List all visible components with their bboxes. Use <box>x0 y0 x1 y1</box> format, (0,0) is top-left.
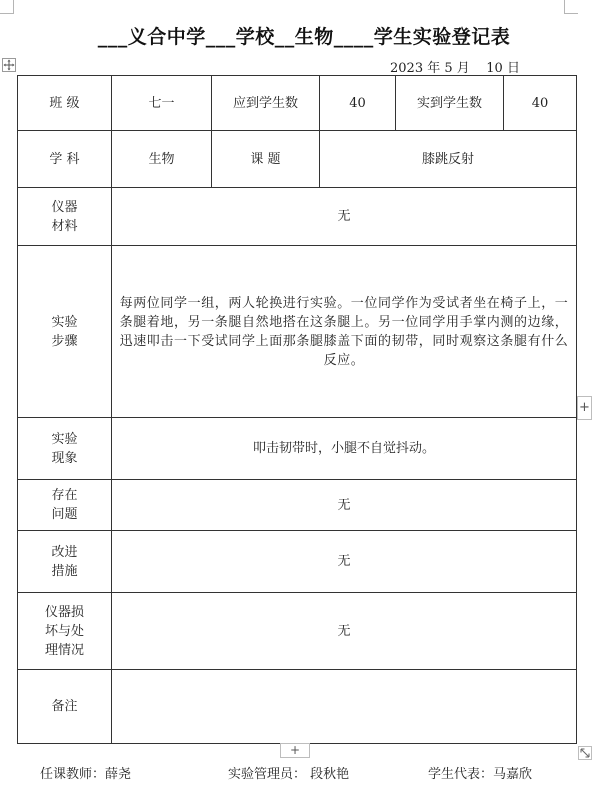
record-date: 2023 年 5 月 10 日 <box>390 61 520 76</box>
plus-icon: + <box>579 400 590 415</box>
lab-manager-signature: 实验管理员： 段秋艳 <box>228 767 350 782</box>
materials-label-line: 仪器 <box>51 199 78 215</box>
damage-label-line: 仪器损 <box>44 604 84 620</box>
table-row <box>18 188 577 246</box>
improvements-label-line: 措施 <box>51 563 78 579</box>
class-value[interactable]: 七一 <box>112 76 212 131</box>
phenomenon-label-line: 实验 <box>51 431 78 447</box>
steps-label-line: 实验 <box>51 314 78 330</box>
steps-label <box>18 246 112 418</box>
subject-label: 学 科 <box>18 131 112 188</box>
move-icon[interactable] <box>2 58 16 72</box>
table-row <box>18 418 577 480</box>
damage-label <box>18 593 112 670</box>
student-representative-signature: 学生代表：马嘉欣 <box>428 767 533 782</box>
add-column-button[interactable] <box>577 396 592 420</box>
improvements-value[interactable]: 无 <box>112 531 577 593</box>
damage-label-line: 理情况 <box>44 642 84 658</box>
table-row <box>18 131 577 188</box>
add-row-button[interactable] <box>280 743 310 758</box>
problems-label-line: 存在 <box>51 488 78 503</box>
expected-students-value[interactable]: 40 <box>320 76 396 131</box>
steps-value[interactable]: 每两位同学一组，两人轮换进行实验。一位同学作为受试者坐在椅子上，一条腿着地，另一条腿自然地搭在这条腿上。另一位同学用手掌内测的边缘，迅速叩击一下受试同学上面那条腿膝盖下面的韧带，同时观察这条腿有什么反应。 <box>112 246 577 418</box>
improvements-label-line: 改进 <box>51 544 78 560</box>
phenomenon-label <box>18 418 112 480</box>
improvements-label <box>18 531 112 593</box>
table-row <box>18 480 577 531</box>
actual-students-label: 实到学生数 <box>396 76 504 131</box>
remarks-value[interactable] <box>112 670 577 744</box>
table-row <box>18 76 577 131</box>
table-row <box>18 246 577 418</box>
table-row <box>18 593 577 670</box>
remarks-label: 备注 <box>18 670 112 744</box>
phenomenon-label-line: 现象 <box>51 450 78 466</box>
damage-label-line: 坏与处 <box>44 623 84 639</box>
problems-label-line: 问题 <box>51 507 78 522</box>
table-row <box>18 531 577 593</box>
phenomenon-value[interactable]: 叩击韧带时，小腿不自觉抖动。 <box>112 418 577 480</box>
steps-label-line: 步骤 <box>51 333 78 349</box>
problems-value[interactable]: 无 <box>112 480 577 531</box>
page-corner-mark <box>564 0 578 14</box>
materials-value[interactable]: 无 <box>112 188 577 246</box>
class-label: 班 级 <box>18 76 112 131</box>
materials-label-line: 材料 <box>51 218 78 234</box>
subject-value[interactable]: 生物 <box>112 131 212 188</box>
expected-students-label: 应到学生数 <box>212 76 320 131</box>
teacher-signature: 任课教师：薛尧 <box>40 767 132 782</box>
table-row <box>18 670 577 744</box>
damage-value[interactable]: 无 <box>112 593 577 670</box>
materials-label <box>18 188 112 246</box>
resize-icon[interactable] <box>578 746 592 760</box>
page-title: ___义合中学___学校__生物____学生实验登记表 <box>97 26 511 48</box>
page-corner-mark <box>0 0 14 14</box>
actual-students-value[interactable]: 40 <box>504 76 577 131</box>
experiment-record-table <box>17 75 577 744</box>
topic-value[interactable]: 膝跳反射 <box>320 131 577 188</box>
topic-label: 课 题 <box>212 131 320 188</box>
plus-icon: + <box>289 743 301 757</box>
problems-label <box>18 480 112 531</box>
